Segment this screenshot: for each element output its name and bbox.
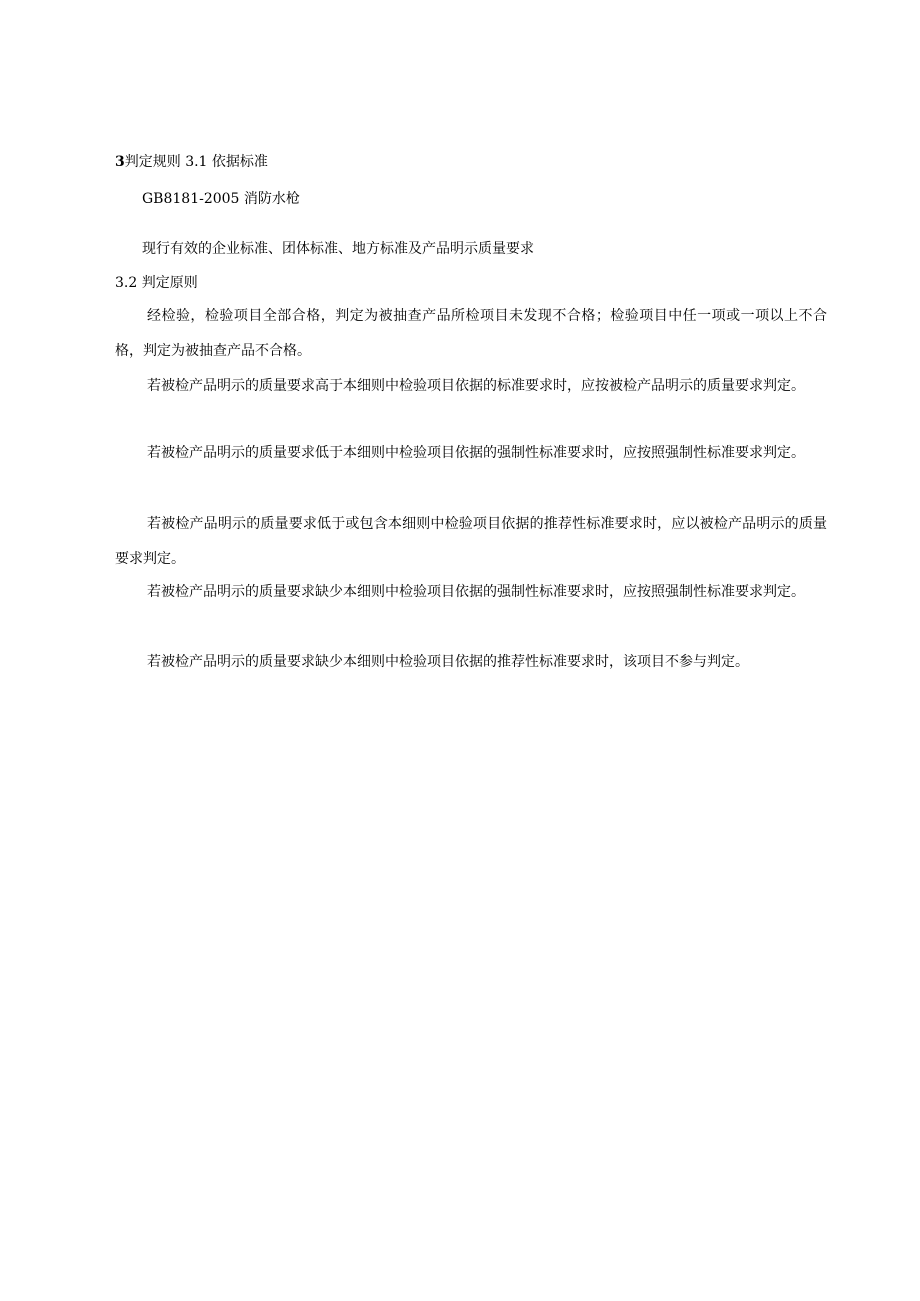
principle-paragraph-2: 若被检产品明示的质量要求高于本细则中检验项目依据的标准要求时，应按被检产品明示的质量要求判定。	[147, 378, 805, 394]
standard-other: 现行有效的企业标准、团体标准、地方标准及产品明示质量要求	[142, 241, 534, 257]
principle-paragraph-3: 若被检产品明示的质量要求低于本细则中检验项目依据的强制性标准要求时，应按照强制性标准要求判定。	[147, 445, 805, 461]
principle-paragraph-5: 若被检产品明示的质量要求缺少本细则中检验项目依据的强制性标准要求时，应按照强制性标准要求判定。	[147, 584, 805, 600]
section-number: 3	[115, 154, 125, 170]
principles-heading: 3.2 判定原则	[115, 275, 198, 291]
principle-paragraph-6: 若被检产品明示的质量要求缺少本细则中检验项目依据的推荐性标准要求时，该项目不参与判定。	[147, 654, 749, 670]
principle-paragraph-1: 经检验，检验项目全部合格，判定为被抽查产品所检项目未发现不合格；检验项目中任一项或一项以上不合格，判定为被抽查产品不合格。	[115, 308, 827, 359]
section-title: 判定规则 3.1 依据标准	[124, 154, 268, 170]
section-heading	[115, 153, 268, 171]
principle-paragraph-4: 若被检产品明示的质量要求低于或包含本细则中检验项目依据的推荐性标准要求时，应以被检产品明示的质量要求判定。	[115, 516, 827, 567]
standard-national: GB8181-2005 消防水枪	[142, 191, 300, 207]
